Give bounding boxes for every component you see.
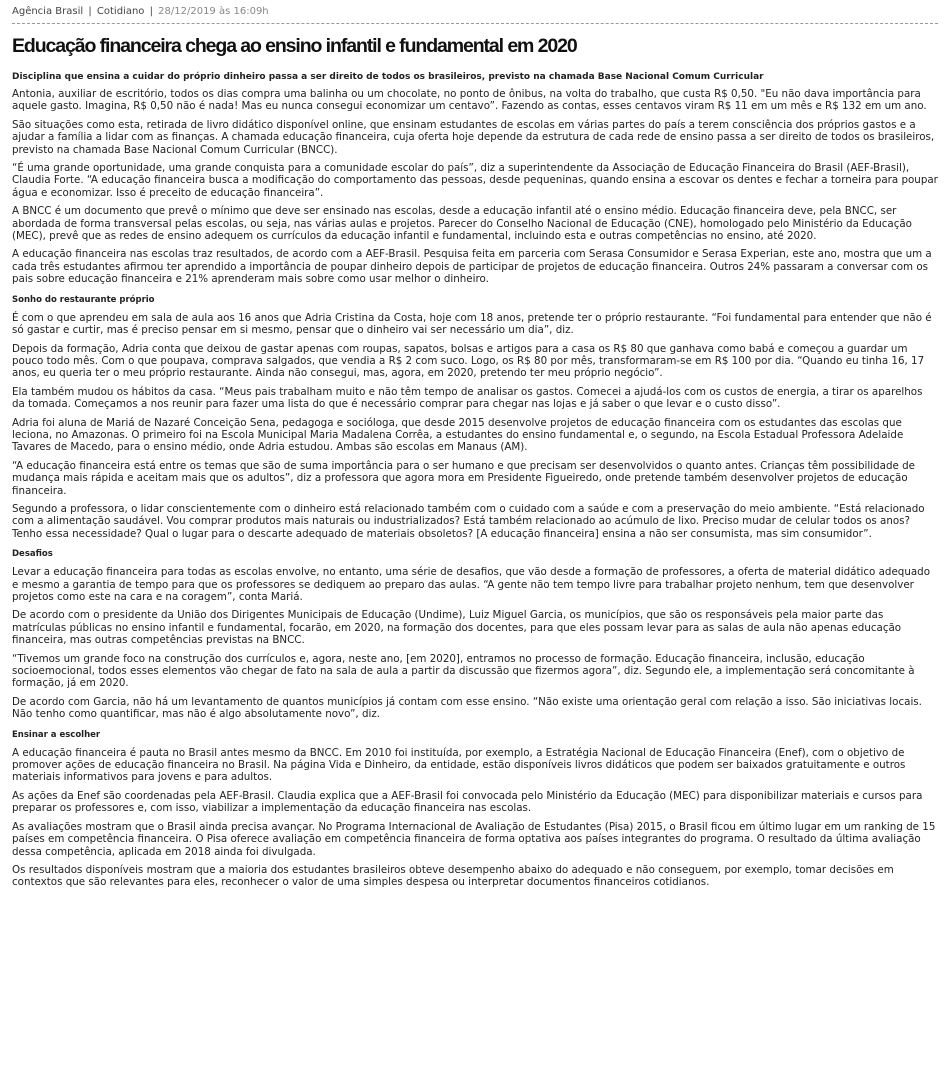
paragraph: Levar a educação financeira para todas as escolas envolve, no entanto, uma série de desafios, que vão desde a formação de professores, a oferta de material didático adequado e mesmo a garantia de tempo para que os professores se dediquem ao preparo das aulas. “A gente não tem tempo livre para trabalhar projeto nenhum, tem que desenvolver projetos como este na cara e na coragem”, conta Mariá. bbox=[12, 566, 931, 603]
paragraph: As ações da Enef são coordenadas pela AEF-Brasil. Claudia explica que a AEF-Brasil foi convocada pelo Ministério da Educação (MEC) para disponibilizar materiais e cursos para preparar os professores e, com isso, viabilizar a implementação da educação financeira nas escolas. bbox=[12, 789, 923, 815]
paragraph: Depois da formação, Adria conta que deixou de gastar apenas com roupas, sapatos, bolsas e artigos para a casa os R$ 80 que ganhava como babá e começou a guardar um pouco todo mês. Com o que poupava, comprava salgados, que vendia a R$ 2 com suco. Logo, os R$ 80 por mês, transformaram-se em R$ 100 por dia. “Quando eu tinha 16, 17 anos, eu queria ter o meu próprio restaurante. Ainda não consegui, mas, agora, em 2020, pretendo ter meu próprio negócio”. bbox=[12, 342, 925, 380]
paragraph: “É uma grande oportunidade, uma grande conquista para a comunidade escolar do país”, diz a superintendente da Associação de Educação Financeira do Brasil (AEF-Brasil), Claudia Forte. “A educação financeira busca a modificação do comportamento das pessoas, desde pequeninas, quando ensina a escovar os dentes e fechar a torneira para poupar água e economizar. Isso é preceito de educação financeira”. bbox=[12, 162, 938, 199]
paragraph: As avaliações mostram que o Brasil ainda precisa avançar. No Programa Internacional de Avaliação de Estudantes (Pisa) 2015, o Brasil ficou em último lugar em um ranking de 15 países em competência financeira. O Pisa oferece avaliação em competência financeira de forma optativa aos países integrantes do programa. O resultado da última avaliação dessa competência, aplicada em 2018 ainda foi divulgada. bbox=[12, 820, 936, 858]
source-label: Agência Brasil bbox=[12, 6, 84, 17]
article-subtitle: Disciplina que ensina a cuidar do próprio dinheiro passa a ser direito de todos os brasileiros, previsto na chamada Base Nacional Comum Curricular bbox=[12, 72, 764, 82]
paragraph: A educação financeira é pauta no Brasil antes mesmo da BNCC. Em 2010 foi instituída, por exemplo, a Estratégia Nacional de Educação Financeira (Enef), com o objetivo de promover ações de educação financeira no Brasil. Na página Vida e Dinheiro, da entidade, estão disponíveis livros didáticos que podem ser baixados gratuitamente e outros materiais informativos para jovens e para adultos. bbox=[12, 746, 906, 784]
paragraph: Adria foi aluna de Mariá de Nazaré Conceição Sena, pedagoga e socióloga, que desde 2015 desenvolve projetos de educação financeira com os estudantes das escolas que leciona, no Amazonas. O primeiro foi na Escola Municipal Maria Madalena Corrêa, a estudantes do ensino fundamental e, o segundo, na Escola Estadual Professora Adelaide Tavares de Macedo, para o ensino médio, onde Adria estudou. Ambas são escolas em Manaus (AM). bbox=[12, 416, 904, 454]
paragraph: Ela também mudou os hábitos da casa. “Meus pais trabalham muito e não têm tempo de analisar os gastos. Comecei a ajudá-los com os custos de energia, a tirar os aparelhos da tomada. Começamos a nos reunir para fazer uma lista do que é necessário comprar para chegar nas lojas e já saber o que levar e o custo disso”. bbox=[12, 385, 923, 411]
section-heading: Sonho do restaurante próprio bbox=[12, 294, 155, 305]
section-label: Cotidiano bbox=[96, 6, 145, 17]
paragraph: A educação financeira nas escolas traz resultados, de acordo com a AEF-Brasil. Pesquisa feita em parceria com Serasa Consumidor e Serasa Experian, este ano, mostra que um a cada três estudantes afirmou ter aprendido a importância de poupar dinheiro depois de participar de projetos de educação financeira. Outros 24% passaram a conversar com os pais sobre educação financeira e 21% aprenderam mais sobre como usar melhor o dinheiro. bbox=[12, 248, 932, 286]
paragraph: De acordo com o presidente da União dos Dirigentes Municipais de Educação (Undime), Luiz Miguel Garcia, os municípios, que são os responsáveis pela maior parte das matrículas públicas no ensino infantil e fundamental, focarão, em 2020, na formação dos docentes, para que eles possam levar para as salas de aula não apenas educação financeira, mas outras competências previstas na BNCC. bbox=[12, 609, 902, 647]
paragraph: São situações como esta, retirada de livro didático disponível online, que ensinam estudantes de escolas em várias partes do país a terem consciência dos próprios gastos e a ajudar a família a lidar com as finanças. A chamada educação financeira, cuja oferta hoje depende da estrutura de cada rede de ensino passa a ser direito de todos os brasileiros, previsto na chamada Base Nacional Comum Curricular (BNCC). bbox=[12, 118, 935, 156]
section-heading: Desafios bbox=[12, 549, 53, 560]
paragraph: Antonia, auxiliar de escritório, todos os dias compra uma balinha ou um chocolate, no ponto de ônibus, na volta do trabalho, que custa R$ 0,50. "Eu não dava importância para aquele gasto. Imagina, R$ 0,50 não é nada! Mas eu nunca consegui economizar um centavo”. Fazendo as contas, esses centavos viram R$ 11 em um mês e R$ 132 em um ano. bbox=[12, 88, 927, 113]
publish-date: 28/12/2019 às 16:09h bbox=[158, 6, 269, 17]
paragraph: “Tivemos um grande foco na construção dos currículos e, agora, neste ano, [em 2020], entramos no processo de formação. Educação financeira, inclusão, educação socioemocional, todos esses elementos vão chegar de fato na sala de aula a partir da discussão que fizermos agora”, diz. Segundo ele, a implementação será concomitante à formação, já em 2020. bbox=[12, 652, 915, 690]
article-header bbox=[12, 4, 938, 24]
paragraph: Segundo a professora, o lidar conscientemente com o dinheiro está relacionado também com o cuidado com a saúde e com a preservação do meio ambiente. “Está relacionado com a alimentação saudável. Vou comprar produtos mais naturais ou industrializados? Está também relacionado ao acúmulo de lixo. Preciso mudar de celular todos os anos? Tenho essa necessidade? Qual o lugar para o descarte adequado de materiais obsoletos? [A educação financeira] ensina a não ser consumista, mas sim consumidor”. bbox=[12, 502, 925, 540]
paragraph: De acordo com Garcia, não há um levantamento de quantos municípios já contam com esse ensino. “Não existe uma orientação geral com relação a isso. São iniciativas locais. Não tenho como quantificar, mas não é algo absolutamente novo”, diz. bbox=[12, 695, 922, 721]
paragraph: Os resultados disponíveis mostram que a maioria dos estudantes brasileiros obteve desempenho abaixo do adequado e não conseguem, por exemplo, tomar decisões em contextos que são relevantes para eles, reconhecer o valor de uma simples despesa ou interpretar documentos financeiros cotidianos. bbox=[12, 863, 894, 889]
separator: | bbox=[88, 6, 92, 17]
separator: | bbox=[149, 6, 153, 17]
paragraph: “A educação financeira está entre os temas que são de suma importância para o ser humano e que precisam ser desenvolvidos o quanto antes. Crianças têm possibilidade de mudança mais rápida e aceitam mais que os adultos”, diz a professora que agora mora em Presidente Figueiredo, onde pretende também desenvolver projetos de educação financeira. bbox=[12, 459, 915, 497]
paragraph: É com o que aprendeu em sala de aula aos 16 anos que Adria Cristina da Costa, hoje com 18 anos, pretende ter o próprio restaurante. “Foi fundamental para entender que não é só gastar e curtir, mas é preciso pensar em si mesmo, pensar que o dinheiro vai ser necessário um dia”, diz. bbox=[12, 311, 932, 337]
paragraph: A BNCC é um documento que prevê o mínimo que deve ser ensinado nas escolas, desde a educação infantil até o ensino médio. Educação financeira deve, pela BNCC, ser abordada de forma transversal pelas escolas, ou seja, nas várias aulas e projetos. Parecer do Conselho Nacional de Educação (CNE), homologado pelo Ministério da Educação (MEC), prevê que as redes de ensino adequem os currículos da educação infantil e fundamental, incluindo esta e outras competências no ensino, até 2020. bbox=[12, 205, 912, 243]
section-heading: Ensinar a escolher bbox=[12, 729, 101, 740]
article-title: Educação financeira chega ao ensino infantil e fundamental em 2020 bbox=[12, 35, 577, 57]
